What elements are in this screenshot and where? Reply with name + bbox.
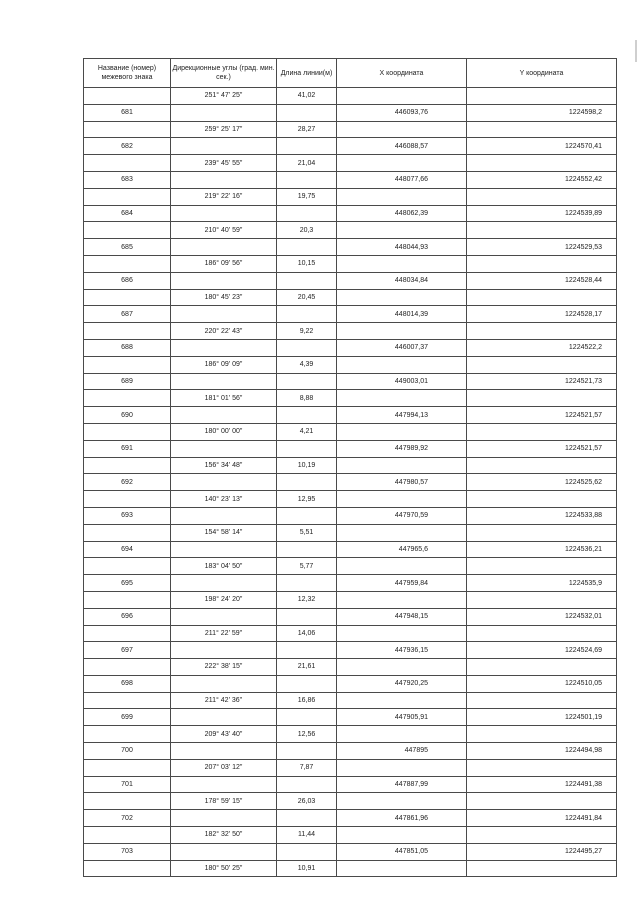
y-cell: 1224532,01	[467, 608, 617, 625]
name-cell: 692	[84, 474, 171, 491]
table-row	[84, 104, 617, 121]
name-cell: 687	[84, 306, 171, 323]
angle-cell	[171, 608, 277, 625]
table-row	[84, 407, 617, 424]
x-cell	[337, 457, 467, 474]
length-cell: 16,86	[277, 692, 337, 709]
length-cell: 12,32	[277, 591, 337, 608]
x-cell	[337, 390, 467, 407]
length-cell: 20,3	[277, 222, 337, 239]
name-cell: 691	[84, 440, 171, 457]
name-cell	[84, 491, 171, 508]
y-cell	[467, 726, 617, 743]
table-row	[84, 339, 617, 356]
x-cell: 447948,15	[337, 608, 467, 625]
y-cell	[467, 692, 617, 709]
length-cell: 12,56	[277, 726, 337, 743]
table-row	[84, 793, 617, 810]
length-cell	[277, 810, 337, 827]
y-cell: 1224510,05	[467, 675, 617, 692]
length-cell: 5,51	[277, 524, 337, 541]
table-row	[84, 491, 617, 508]
length-cell: 8,88	[277, 390, 337, 407]
angle-cell: 198° 24' 20"	[171, 591, 277, 608]
name-cell: 689	[84, 373, 171, 390]
length-cell	[277, 743, 337, 760]
y-cell: 1224491,84	[467, 810, 617, 827]
x-cell	[337, 591, 467, 608]
y-cell	[467, 457, 617, 474]
angle-cell: 180° 00' 00"	[171, 423, 277, 440]
angle-cell	[171, 440, 277, 457]
table-row	[84, 759, 617, 776]
angle-cell	[171, 843, 277, 860]
y-cell	[467, 625, 617, 642]
y-cell	[467, 121, 617, 138]
y-cell	[467, 390, 617, 407]
x-cell: 447905,91	[337, 709, 467, 726]
x-cell	[337, 726, 467, 743]
angle-cell: 181° 01' 56"	[171, 390, 277, 407]
table-row	[84, 642, 617, 659]
table-row	[84, 558, 617, 575]
x-cell	[337, 827, 467, 844]
header-x: X координата	[337, 59, 467, 88]
length-cell	[277, 541, 337, 558]
y-cell: 1224491,38	[467, 776, 617, 793]
angle-cell	[171, 373, 277, 390]
x-cell: 448062,39	[337, 205, 467, 222]
table-row	[84, 390, 617, 407]
header-y: Y координата	[467, 59, 617, 88]
table-row	[84, 356, 617, 373]
table-row	[84, 272, 617, 289]
length-cell	[277, 642, 337, 659]
table-row	[84, 255, 617, 272]
length-cell	[277, 306, 337, 323]
table-row	[84, 591, 617, 608]
length-cell	[277, 575, 337, 592]
x-cell	[337, 423, 467, 440]
name-cell	[84, 155, 171, 172]
y-cell	[467, 659, 617, 676]
length-cell	[277, 675, 337, 692]
angle-cell: 207° 03' 12"	[171, 759, 277, 776]
table-row	[84, 507, 617, 524]
x-cell: 447965,6	[337, 541, 467, 558]
x-cell: 447895	[337, 743, 467, 760]
angle-cell	[171, 474, 277, 491]
name-cell	[84, 827, 171, 844]
name-cell	[84, 558, 171, 575]
length-cell: 41,02	[277, 88, 337, 105]
name-cell: 690	[84, 407, 171, 424]
angle-cell	[171, 138, 277, 155]
y-cell	[467, 759, 617, 776]
y-cell: 1224528,44	[467, 272, 617, 289]
x-cell: 446007,37	[337, 339, 467, 356]
table-row	[84, 289, 617, 306]
length-cell: 14,06	[277, 625, 337, 642]
table-row	[84, 222, 617, 239]
angle-cell	[171, 339, 277, 356]
table-row	[84, 860, 617, 877]
angle-cell	[171, 776, 277, 793]
table-row	[84, 827, 617, 844]
length-cell: 19,75	[277, 188, 337, 205]
length-cell: 9,22	[277, 323, 337, 340]
table-row	[84, 440, 617, 457]
length-cell	[277, 440, 337, 457]
x-cell	[337, 88, 467, 105]
angle-cell: 183° 04' 50"	[171, 558, 277, 575]
y-cell: 1224495,27	[467, 843, 617, 860]
table-row	[84, 423, 617, 440]
name-cell	[84, 323, 171, 340]
x-cell: 447861,96	[337, 810, 467, 827]
y-cell: 1224525,62	[467, 474, 617, 491]
angle-cell: 219° 22' 16"	[171, 188, 277, 205]
y-cell: 1224521,57	[467, 440, 617, 457]
x-cell: 447920,25	[337, 675, 467, 692]
name-cell	[84, 726, 171, 743]
y-cell: 1224529,53	[467, 239, 617, 256]
name-cell	[84, 121, 171, 138]
length-cell	[277, 608, 337, 625]
length-cell	[277, 104, 337, 121]
name-cell	[84, 860, 171, 877]
y-cell	[467, 188, 617, 205]
length-cell	[277, 843, 337, 860]
x-cell: 447887,99	[337, 776, 467, 793]
length-cell	[277, 339, 337, 356]
table-row	[84, 306, 617, 323]
length-cell	[277, 373, 337, 390]
x-cell: 447851,05	[337, 843, 467, 860]
y-cell: 1224570,41	[467, 138, 617, 155]
length-cell	[277, 776, 337, 793]
name-cell	[84, 591, 171, 608]
name-cell	[84, 289, 171, 306]
x-cell: 446088,57	[337, 138, 467, 155]
angle-cell	[171, 407, 277, 424]
length-cell: 11,44	[277, 827, 337, 844]
name-cell: 697	[84, 642, 171, 659]
header-angle: Дирекционные углы (град. мин. сек.)	[171, 59, 277, 88]
angle-cell: 251° 47' 25"	[171, 88, 277, 105]
x-cell	[337, 289, 467, 306]
table-row	[84, 121, 617, 138]
length-cell: 5,77	[277, 558, 337, 575]
name-cell	[84, 188, 171, 205]
name-cell: 683	[84, 171, 171, 188]
name-cell	[84, 793, 171, 810]
name-cell: 700	[84, 743, 171, 760]
name-cell: 696	[84, 608, 171, 625]
y-cell: 1224528,17	[467, 306, 617, 323]
length-cell: 10,19	[277, 457, 337, 474]
y-cell: 1224522,2	[467, 339, 617, 356]
x-cell	[337, 793, 467, 810]
angle-cell	[171, 507, 277, 524]
y-cell	[467, 289, 617, 306]
y-cell	[467, 155, 617, 172]
y-cell: 1224533,88	[467, 507, 617, 524]
length-cell	[277, 205, 337, 222]
name-cell	[84, 390, 171, 407]
angle-cell	[171, 743, 277, 760]
y-cell	[467, 255, 617, 272]
table-row	[84, 138, 617, 155]
x-cell	[337, 491, 467, 508]
x-cell: 446093,76	[337, 104, 467, 121]
angle-cell	[171, 642, 277, 659]
table-row	[84, 88, 617, 105]
x-cell	[337, 121, 467, 138]
table-row	[84, 323, 617, 340]
x-cell	[337, 860, 467, 877]
angle-cell	[171, 171, 277, 188]
x-cell: 447980,57	[337, 474, 467, 491]
angle-cell: 220° 22' 43"	[171, 323, 277, 340]
name-cell: 699	[84, 709, 171, 726]
x-cell: 447936,15	[337, 642, 467, 659]
angle-cell: 211° 22' 59"	[171, 625, 277, 642]
y-cell: 1224598,2	[467, 104, 617, 121]
name-cell: 688	[84, 339, 171, 356]
y-cell: 1224524,69	[467, 642, 617, 659]
name-cell: 684	[84, 205, 171, 222]
name-cell: 694	[84, 541, 171, 558]
name-cell	[84, 625, 171, 642]
y-cell	[467, 423, 617, 440]
table-row	[84, 709, 617, 726]
header-name: Название (номер) межевого знака	[84, 59, 171, 88]
x-cell: 448077,66	[337, 171, 467, 188]
x-cell: 447994,13	[337, 407, 467, 424]
length-cell: 10,91	[277, 860, 337, 877]
x-cell	[337, 188, 467, 205]
x-cell: 449003,01	[337, 373, 467, 390]
table-row	[84, 608, 617, 625]
angle-cell	[171, 575, 277, 592]
y-cell: 1224501,19	[467, 709, 617, 726]
angle-cell	[171, 104, 277, 121]
x-cell	[337, 255, 467, 272]
length-cell: 12,95	[277, 491, 337, 508]
angle-cell	[171, 205, 277, 222]
y-cell	[467, 88, 617, 105]
angle-cell: 186° 09' 09"	[171, 356, 277, 373]
table-row	[84, 743, 617, 760]
y-cell	[467, 323, 617, 340]
name-cell: 693	[84, 507, 171, 524]
y-cell	[467, 491, 617, 508]
name-cell: 695	[84, 575, 171, 592]
table-row	[84, 692, 617, 709]
y-cell: 1224521,57	[467, 407, 617, 424]
angle-cell	[171, 709, 277, 726]
length-cell: 21,61	[277, 659, 337, 676]
y-cell: 1224539,89	[467, 205, 617, 222]
length-cell	[277, 138, 337, 155]
y-cell	[467, 793, 617, 810]
x-cell: 447959,84	[337, 575, 467, 592]
x-cell: 448034,84	[337, 272, 467, 289]
name-cell	[84, 524, 171, 541]
y-cell: 1224521,73	[467, 373, 617, 390]
x-cell: 447970,59	[337, 507, 467, 524]
y-cell	[467, 860, 617, 877]
y-cell: 1224536,21	[467, 541, 617, 558]
table-row	[84, 843, 617, 860]
angle-cell	[171, 810, 277, 827]
length-cell: 28,27	[277, 121, 337, 138]
y-cell: 1224535,9	[467, 575, 617, 592]
x-cell	[337, 692, 467, 709]
y-cell	[467, 591, 617, 608]
scan-artifact	[635, 40, 637, 62]
name-cell: 681	[84, 104, 171, 121]
x-cell	[337, 356, 467, 373]
name-cell: 703	[84, 843, 171, 860]
angle-cell	[171, 541, 277, 558]
table-row	[84, 659, 617, 676]
table-row	[84, 239, 617, 256]
angle-cell: 222° 38' 15"	[171, 659, 277, 676]
y-cell	[467, 524, 617, 541]
name-cell	[84, 457, 171, 474]
x-cell	[337, 759, 467, 776]
x-cell	[337, 558, 467, 575]
length-cell: 10,15	[277, 255, 337, 272]
length-cell: 20,45	[277, 289, 337, 306]
x-cell: 448044,93	[337, 239, 467, 256]
name-cell: 686	[84, 272, 171, 289]
name-cell	[84, 659, 171, 676]
angle-cell: 210° 40' 59"	[171, 222, 277, 239]
y-cell: 1224494,98	[467, 743, 617, 760]
table-row	[84, 373, 617, 390]
angle-cell: 180° 50' 25"	[171, 860, 277, 877]
x-cell	[337, 222, 467, 239]
angle-cell: 211° 42' 36"	[171, 692, 277, 709]
length-cell	[277, 474, 337, 491]
name-cell: 698	[84, 675, 171, 692]
name-cell	[84, 222, 171, 239]
table-row	[84, 675, 617, 692]
angle-cell: 182° 32' 50"	[171, 827, 277, 844]
length-cell	[277, 407, 337, 424]
table-body	[84, 88, 617, 877]
angle-cell: 239° 45' 55"	[171, 155, 277, 172]
table-row	[84, 541, 617, 558]
length-cell: 4,39	[277, 356, 337, 373]
x-cell	[337, 323, 467, 340]
table-row	[84, 205, 617, 222]
name-cell: 701	[84, 776, 171, 793]
length-cell	[277, 272, 337, 289]
length-cell	[277, 171, 337, 188]
table-row	[84, 474, 617, 491]
y-cell	[467, 222, 617, 239]
y-cell	[467, 827, 617, 844]
name-cell: 702	[84, 810, 171, 827]
y-cell	[467, 356, 617, 373]
boundary-marks-table	[83, 58, 617, 877]
x-cell: 447989,92	[337, 440, 467, 457]
x-cell	[337, 524, 467, 541]
table-row	[84, 776, 617, 793]
length-cell: 7,87	[277, 759, 337, 776]
angle-cell: 178° 59' 15"	[171, 793, 277, 810]
angle-cell: 154° 58' 14"	[171, 524, 277, 541]
angle-cell: 259° 25' 17"	[171, 121, 277, 138]
table-row	[84, 457, 617, 474]
x-cell: 448014,39	[337, 306, 467, 323]
table-row	[84, 155, 617, 172]
name-cell	[84, 88, 171, 105]
table-row	[84, 524, 617, 541]
table-header-row	[84, 59, 617, 88]
length-cell	[277, 709, 337, 726]
length-cell: 4,21	[277, 423, 337, 440]
angle-cell	[171, 306, 277, 323]
angle-cell: 186° 09' 56"	[171, 255, 277, 272]
name-cell	[84, 692, 171, 709]
x-cell	[337, 659, 467, 676]
y-cell: 1224552,42	[467, 171, 617, 188]
name-cell: 682	[84, 138, 171, 155]
length-cell	[277, 239, 337, 256]
table-row	[84, 726, 617, 743]
angle-cell: 156° 34' 48"	[171, 457, 277, 474]
angle-cell	[171, 675, 277, 692]
length-cell: 21,04	[277, 155, 337, 172]
name-cell	[84, 423, 171, 440]
angle-cell: 140° 23' 13"	[171, 491, 277, 508]
name-cell: 685	[84, 239, 171, 256]
table-row	[84, 188, 617, 205]
y-cell	[467, 558, 617, 575]
table-row	[84, 625, 617, 642]
angle-cell	[171, 272, 277, 289]
length-cell: 26,03	[277, 793, 337, 810]
name-cell	[84, 255, 171, 272]
x-cell	[337, 625, 467, 642]
name-cell	[84, 356, 171, 373]
table-row	[84, 171, 617, 188]
table-row	[84, 810, 617, 827]
x-cell	[337, 155, 467, 172]
header-length: Длина линии(м)	[277, 59, 337, 88]
name-cell	[84, 759, 171, 776]
angle-cell	[171, 239, 277, 256]
angle-cell: 209° 43' 40"	[171, 726, 277, 743]
angle-cell: 180° 45' 23"	[171, 289, 277, 306]
length-cell	[277, 507, 337, 524]
table-row	[84, 575, 617, 592]
